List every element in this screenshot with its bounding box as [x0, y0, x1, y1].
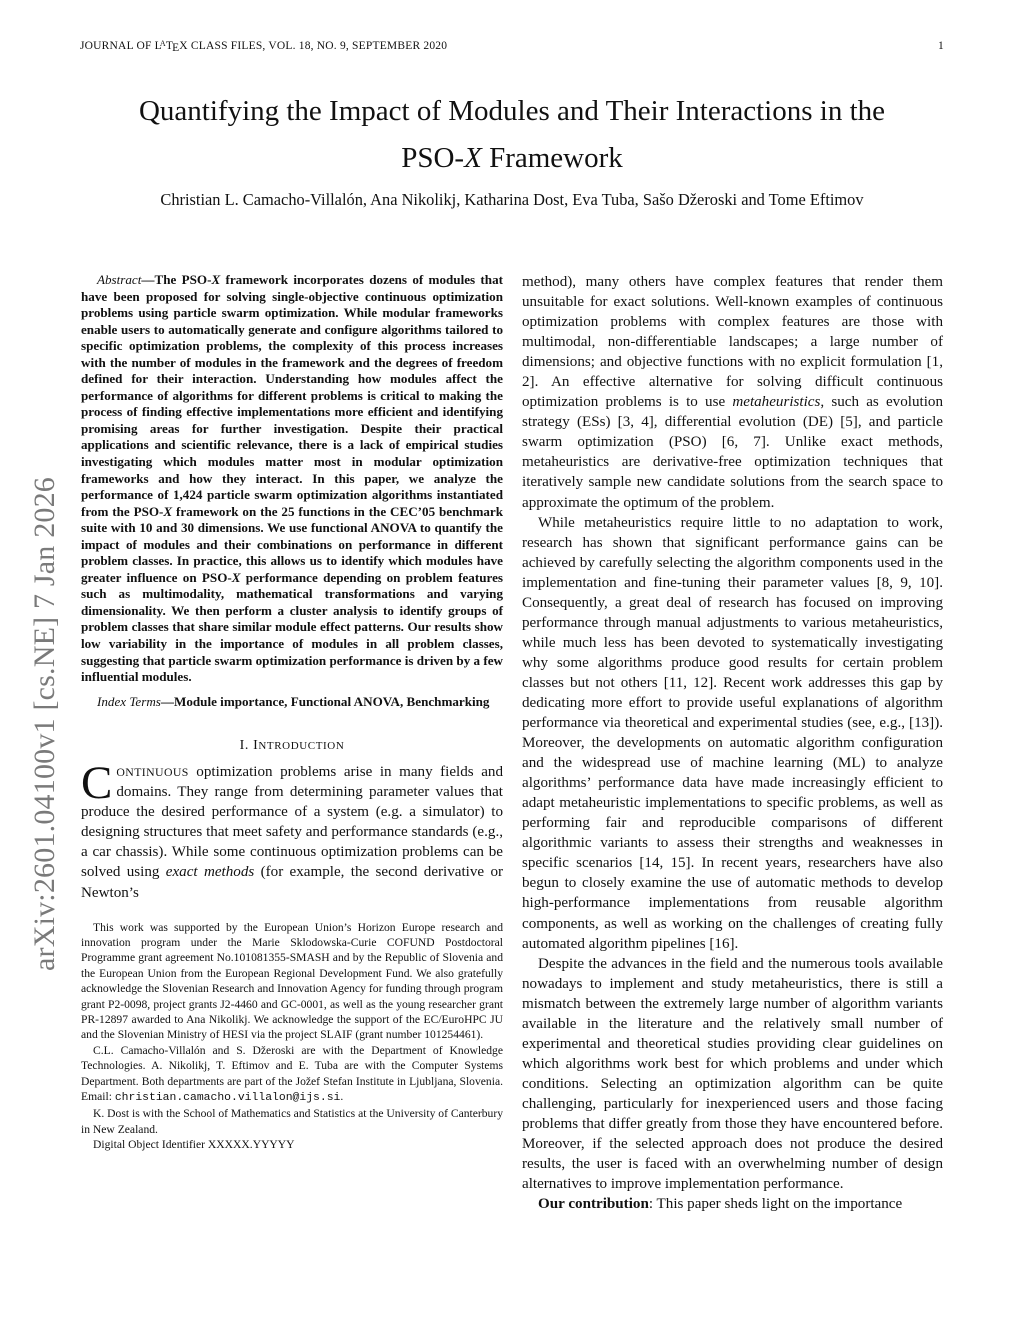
journal-name: JOURNAL OF $L^ATEX$ CLASS FILES, VOL. 18, NO. 9, SEPTEMBER 2020	[80, 39, 448, 54]
right-column	[522, 272, 943, 1214]
paper-title	[60, 88, 964, 182]
drop-cap: C	[81, 757, 113, 810]
index-terms: Index Terms—Module importance, Functional ANOVA, Benchmarking	[97, 693, 490, 709]
title-line-2: PSO-X Framework	[401, 142, 623, 174]
footnote-funding: This work was supported by the European Union’s Horizon Europe research and innovation program under the Marie Sklodowska-Curie COFUND Postdoctoral Programme grant agreement No.101081355-SMASH and by the Republic of Slovenia and the European Union from the European Regional Development Fund. We also gratefully acknowledge the Slovenian Research and Innovation Agency for funding through program grant P2-0098, project grants J2-4460 and GC-0001, as well as the young researcher grant PR-12897 awarded to Ana Nikolikj. We acknowledge the support of the EC/EuroHPC JU and the Slovenian Ministry of HESI via the project SLAIF (grant number 101254461).	[81, 920, 503, 1042]
paragraph-4: Our contribution: This paper sheds light on the importance	[538, 1196, 903, 1213]
footnotes	[81, 920, 503, 1153]
title-line-1: Quantifying the Impact of Modules and Their Interactions in the	[138, 95, 885, 127]
footnote-dost: K. Dost is with the School of Mathematics and Statistics at the University of Canterbury in New Zealand.	[81, 1107, 503, 1136]
paragraph-3: Despite the advances in the field and the numerous tools available nowadays to implement and study metaheuristics, there is still a mismatch between the extremely large number of algorithm variants available in the literature and the relatively small number of experimental and theoretical studies providing clear guidelines on which algorithms work best for which problems and under which conditions. Selecting an optimization algorithm can be quite challenging, particularly for inexperienced users and those facing problems that differ greatly from those they have encountered before. Moreover, if the selected approach does not produce the desired results, the user is faced with an overwhelming number of design alternatives to improve implementation performance.	[522, 955, 943, 1193]
arxiv-identifier: arXiv:2601.04100v1 [cs.NE] 7 Jan 2026	[28, 477, 61, 971]
footnote-doi: Digital Object Identifier XXXXX.YYYYY	[93, 1138, 295, 1152]
author-list: Christian L. Camacho-Villalón, Ana Nikolikj, Katharina Dost, Eva Tuba, Sašo Džeroski and Tome Eftimov	[160, 190, 864, 209]
page-number: 1	[938, 40, 944, 52]
left-column	[81, 272, 503, 1153]
author-email-link[interactable]: christian.camacho.villalon@ijs.si	[114, 1092, 341, 1105]
section-heading-introduction: I. INTRODUCTION	[239, 738, 345, 754]
footnote-affiliations: C.L. Camacho-Villalón and S. Džeroski are with the Department of Knowledge Technologies. A. Nikolikj, T. Eftimov and E. Tuba are with the Computer Systems Department. Both departments are part of the Jožef Stefan Institute in Ljubljana, Slovenia. Email: christian.camacho.villalon@ijs.si.	[81, 1043, 503, 1105]
running-header	[80, 40, 944, 56]
paragraph-2: While metaheuristics require little to no adaptation to work, research has shown that significant performance gains can be achieved by carefully selecting the algorithm components used in the implementation and fine-tuning their parameter values [8, 9, 10]. Consequently, a great deal of research has focused on improving performance through manual adjustments to various metaheuristics, while much less has been devoted to systematically investigating why some algorithms produce good results for certain problem classes but not others [11, 12]. Recent work addresses this gap by dedicating more effort to provide useful explanations of algorithm performance via theoretical and experimental studies (see, e.g., [13]). Moreover, the developments on automatic algorithm configuration and the widespread use of machine learning (ML) to analyze algorithms’ performance data have made increasingly efficient to adapt metaheuristic implementations to specific problems, as well as performing fair and reproducible comparisons of different algorithmic variants to assess their strengths and weaknesses in specific scenarios [14, 15]. In recent years, researchers have also begun to closely examine the use of automatic methods to develop high-performance implementations from reusable algorithm components, as well as working on the challenges of creating fully automated algorithm pipelines [16].	[522, 514, 943, 952]
paragraph-1: method), many others have complex features that render them unsuitable for exact solutions. Well-known examples of continuous optimization problems with complex features are those with multimodal, non-differentiable landscapes; a large number of dimensions; and objective functions with no explicit formulation [1, 2]. An effective alternative for solving difficult continuous optimization problems is to use metaheuristics, such as evolution strategy (ESs) [3, 4], differential evolution (DE) [5], and particle swarm optimization (PSO) [6, 7]. Unlike exact methods, metaheuristics are derivative-free optimization techniques that iteratively sample new candidate solutions from the search space to approximate the optimum of the problem.	[522, 274, 943, 511]
abstract: Abstract—The PSO-X framework incorporates dozens of modules that have been proposed for solving single-objective continuous optimization problems using particle swarm optimization. While modular frameworks enable users to automatically generate and configure algorithms tailored to specific optimization problems, the complexity of this process increases with the number of modules in the framework and the degrees of freedom defined for their interaction. Understanding how modules affect the performance of algorithms for different problems is critical to making the process of finding effective implementations more efficient and identifying promising areas for further investigation. Despite their practical applications and scientific relevance, there is a lack of empirical studies investigating which modules matter most in modular optimization frameworks and how they interact. In this paper, we analyze the performance of 1,424 particle swarm optimization algorithms instantiated from the PSO-X framework on the 25 functions in the CEC’05 benchmark suite with 10 and 30 dimensions. We use functional ANOVA to quantify the impact of modules and their combinations on performance in different problem classes. In practice, this allows us to identify which modules have greater influence on PSO-X performance depending on problem features such as multimodality, mathematical transformations and varying dimensionality. We then perform a cluster analysis to identify groups of problem classes that share similar module effect patterns. Our results show low variability in the importance of modules in all problem classes, suggesting that particle swarm optimization performance is driven by a few influential modules.	[81, 272, 503, 685]
intro-paragraph: CONTINUOUS optimization problems arise in many fields and domains. They range from determining parameter values that produce the desired performance of a system (e.g. a simulator) to designing structures that meet safety and performance standards (e.g., a car chassis). While some continuous optimization problems can be solved using exact methods (for example, the second derivative or Newton’s	[81, 757, 504, 901]
